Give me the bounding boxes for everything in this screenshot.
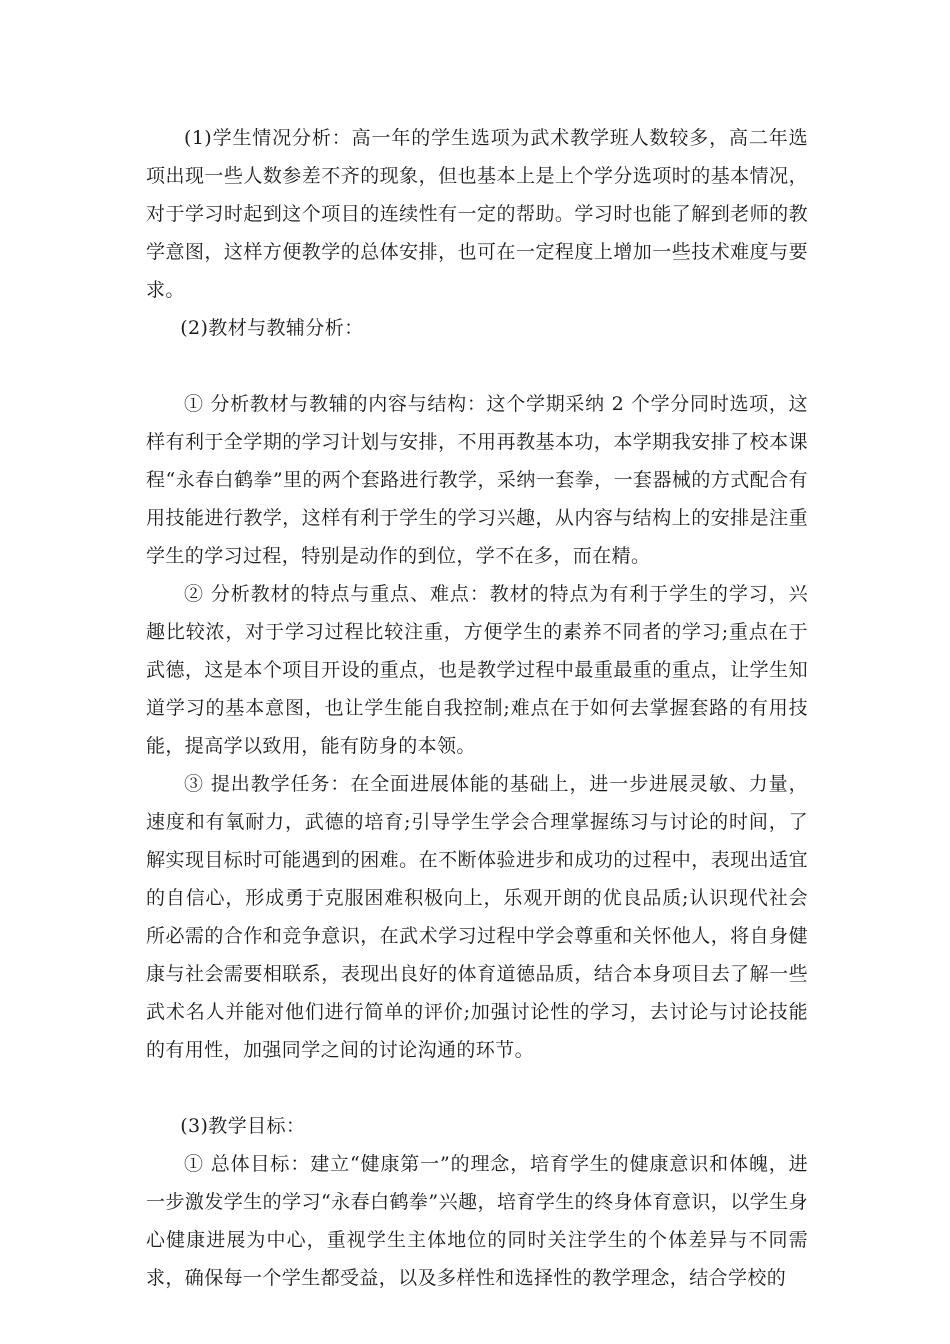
paragraph-materials-features: ② 分析教材的特点与重点、难点：教材的特点为有利于学生的学习，兴趣比较浓，对于学习过程比较注重，方便学生的素养不同者的学习;重点在于武德，这是本个项目开设的重点，也是教学过程中最重最重的重点，让学生知道学习的基本意图，也让学生能自我控制;难点在于如何去掌握套路的有用技能，提高学以致用，能有防身的本领。 [146, 583, 808, 757]
paragraph-materials-structure: ① 分析教材与教辅的内容与结构：这个学期采纳 2 个学分同时选项，这样有利于全学期的学习计划与安排，不用再教基本功，本学期我安排了校本课程“永春白鹤拳”里的两个套路进行教学，采纳一套拳，一套器械的方式配合有用技能进行教学，这样有利于学生的学习兴趣，从内容与结构上的安排是注重学生的学习过程，特别是动作的到位，学不在多，而在精。 [146, 393, 808, 567]
paragraph-overall-objective: ① 总体目标：建立“健康第一”的理念，培育学生的健康意识和体魄，进一步激发学生的学习“永春白鹤拳”兴趣，培育学生的终身体育意识，以学生身心健康进展为中心，重视学生主体地位的同时关注学生的个体差异与不同需求，确保每一个学生都受益，以及多样性和选择性的教学理念，结合学校的 [146, 1153, 808, 1289]
paragraph-objectives-heading: (3)教学目标： [180, 1115, 306, 1137]
paragraph-student-analysis: (1)学生情况分析：高一年的学生选项为武术教学班人数较多，高二年选项出现一些人数参差不齐的现象，但也基本上是上个学分选项时的基本情况，对于学习时起到这个项目的连续性有一定的帮助。学习时也能了解到老师的教学意图，这样方便教学的总体安排，也可在一定程度上增加一些技术难度与要求。 [146, 127, 808, 301]
paragraph-teaching-tasks: ③ 提出教学任务：在全面进展体能的基础上，进一步进展灵敏、力量，速度和有氧耐力，武德的培育;引导学生学会合理掌握练习与讨论的时间，了解实现目标时可能遇到的困难。在不断体验进步和成功的过程中，表现出适宜的自信心，形成勇于克服困难积极向上，乐观开朗的优良品质;认识现代社会所必需的合作和竞争意识，在武术学习过程中学会尊重和关怀他人，将自身健康与社会需要相联系，表现出良好的体育道德品质，结合本身项目去了解一些武术名人并能对他们进行简单的评价;加强讨论性的学习，去讨论与讨论技能的有用性，加强同学之间的讨论沟通的环节。 [146, 773, 808, 1061]
paragraph-materials-heading: (2)教材与教辅分析： [180, 317, 364, 339]
